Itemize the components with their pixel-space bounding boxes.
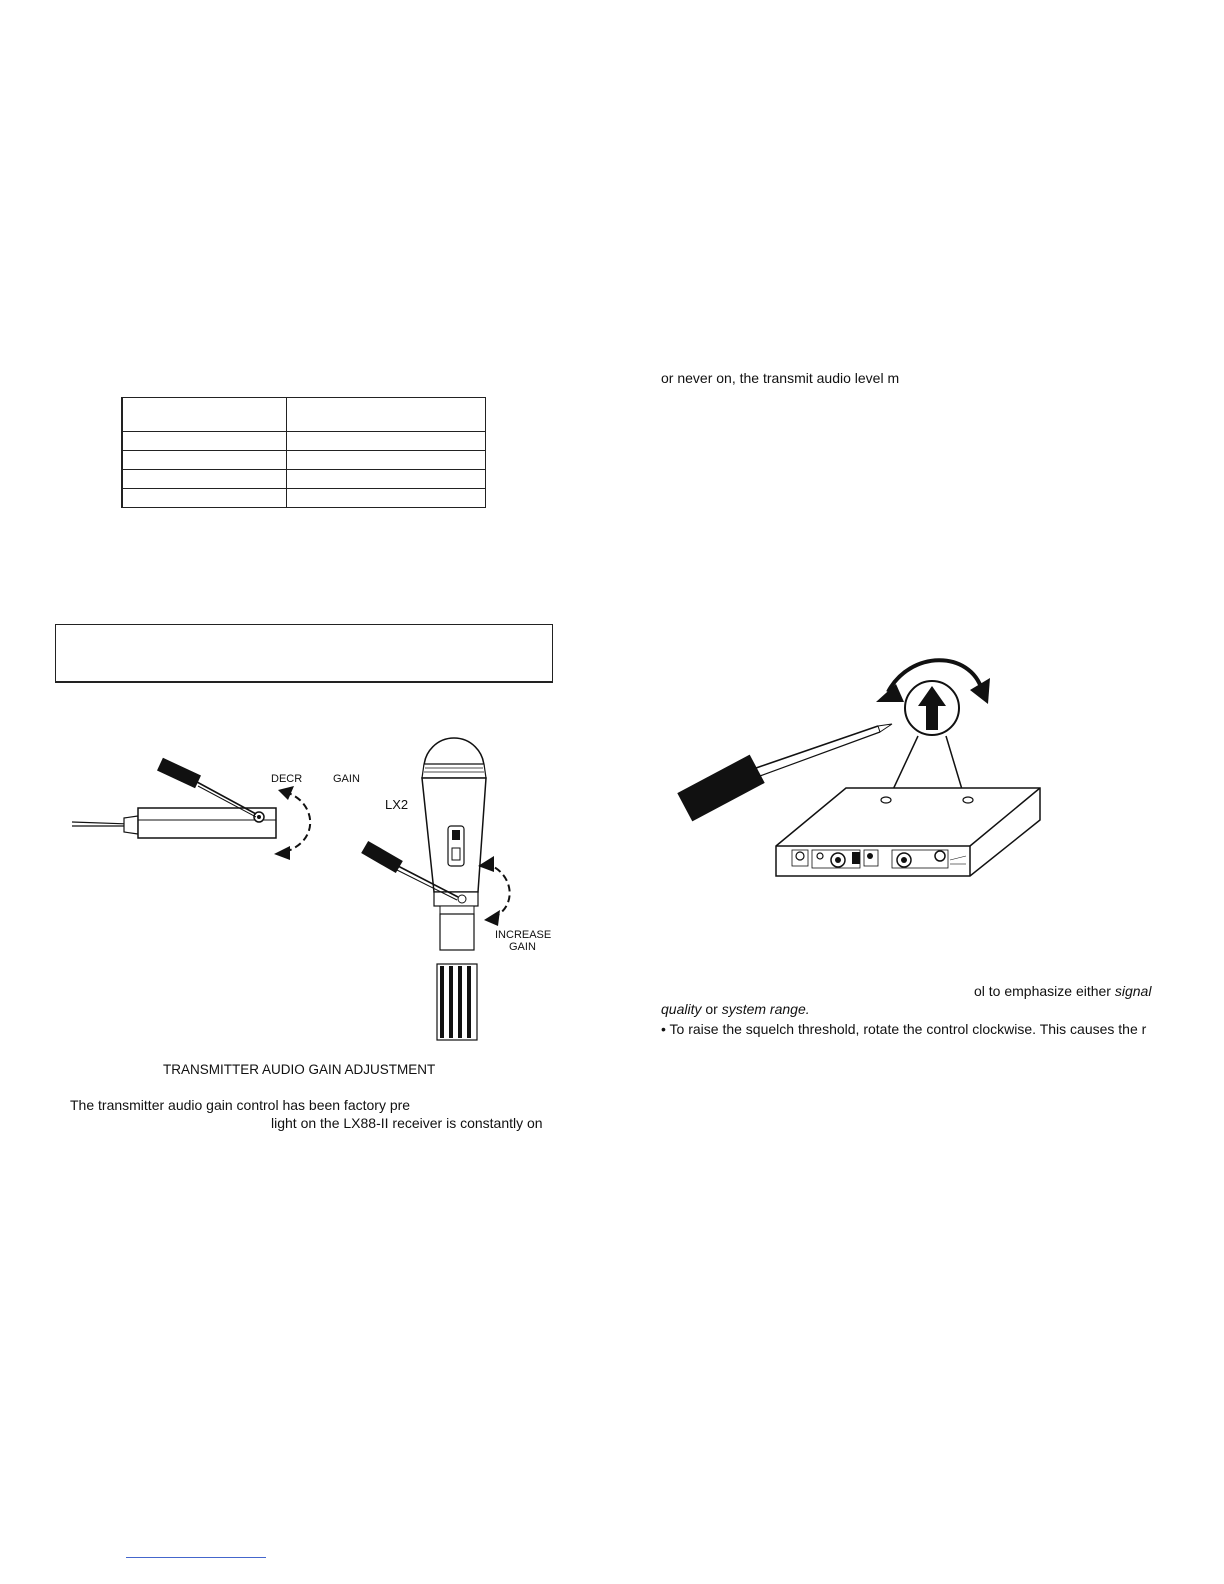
paragraph-line [661,1000,810,1018]
table-row [122,470,486,489]
table-cell [122,489,287,508]
italic-term: quality [661,1001,702,1017]
handheld-microphone-illustration [422,738,486,1040]
model-label: LX2 [385,797,409,812]
rotate-arrow-icon [478,856,510,926]
bodypack-transmitter-illustration [72,808,276,838]
table-cell [287,489,486,508]
receiver-illustration [776,788,1040,876]
note-box [55,624,553,683]
table-cell [122,398,287,432]
bullet-item: • To raise the squelch threshold, rotate the control clockwise. This causes the r [661,1021,1147,1037]
text-segment: ol to emphasize either [974,983,1115,999]
table-row [122,489,486,508]
table-row [122,451,486,470]
italic-term: signal [1114,983,1152,999]
decrease-label: DECR [271,773,303,785]
paragraph-line [974,982,1151,1000]
text-segment: or [701,1001,722,1017]
table-cell [287,398,486,432]
table-cell [122,432,287,451]
transmitter-gain-figure [60,730,560,1050]
paragraph-line: light on the LX88-II receiver is constantly on [271,1115,543,1131]
figure-caption: TRANSMITTER AUDIO GAIN ADJUSTMENT [163,1062,436,1077]
table-cell [287,451,486,470]
table-cell [122,470,287,489]
table-cell [287,470,486,489]
table-cell [287,432,486,451]
receiver-squelch-figure [670,650,1050,890]
paragraph-line: or never on, the transmit audio level m [661,370,900,386]
increase-gain-label: GAIN [509,941,536,953]
increase-label: INCREASE [495,929,552,941]
rotate-arrow-icon [274,786,310,860]
italic-term: system range. [721,1001,810,1017]
table-row [122,432,486,451]
up-arrow-icon [905,681,959,735]
paragraph-line: The transmitter audio gain control has been factory pre [70,1097,411,1113]
table-cell [122,451,287,470]
footer-link-underline[interactable] [126,1557,266,1558]
gain-label: GAIN [333,773,360,785]
spec-table [121,397,486,508]
table-header-row [122,398,486,432]
